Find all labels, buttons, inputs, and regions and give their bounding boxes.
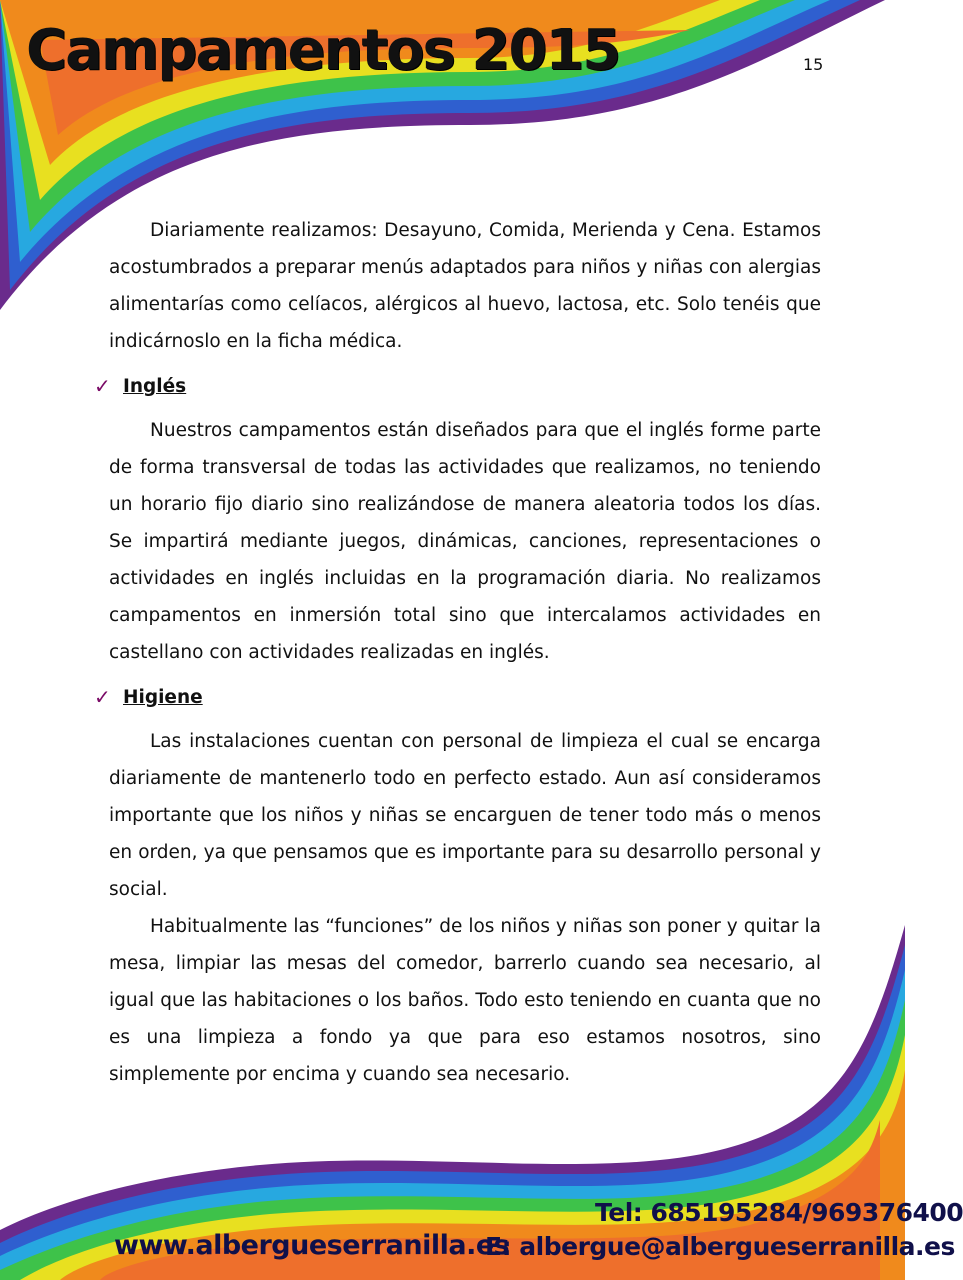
page-title: Campamentos 2015 [26,18,620,83]
check-icon: ✓ [94,685,111,709]
footer-website[interactable]: www.albergueserranilla.es [114,1230,510,1261]
intro-paragraph: Diariamente realizamos: Desayuno, Comida, Merienda y Cena. Estamos acostumbrados a preparar menús adaptados para niños y niñas con alergias alimentarías como celíacos, alérgicos al huevo, lactosa, etc. Solo tenéis que indicárnoslo en la ficha médica. [109,220,821,352]
footer-email[interactable]: E: albergue@albergueserranilla.es [485,1232,955,1261]
document-body [94,212,821,1093]
higiene-paragraph-1: Las instalaciones cuentan con personal de limpieza el cual se encarga diariamente de mantenerlo todo en perfecto estado. Aun así consideramos importante que los niños y niñas se encarguen de tener todo más o menos en orden, ya que pensamos que es importante para su desarrollo personal y social. [109,731,821,900]
footer-phone: Tel: 685195284/969376400 [595,1198,963,1227]
higiene-paragraph-2: Habitualmente las “funciones” de los niños y niñas son poner y quitar la mesa, limpiar las mesas del comedor, barrerlo cuando sea necesario, al igual que las habitaciones o los baños. Todo esto teniendo en cuanta que no es una limpieza a fondo ya que para eso estamos nosotros, sino simplemente por encima y cuando sea necesario. [109,916,821,1085]
check-icon: ✓ [94,374,111,398]
section-title: Higiene [123,687,203,708]
ingles-paragraph: Nuestros campamentos están diseñados para que el inglés forme parte de forma transversal de todas las actividades que realizamos, no teniendo un horario fijo diario sino realizándose de manera aleatoria todos los días. Se impartirá mediante juegos, dinámicas, canciones, representaciones o actividades en inglés incluidas en la programación diaria. No realizamos campamentos en inmersión total sino que intercalamos actividades en castellano con actividades realizadas en inglés. [109,420,821,663]
page-number: 15 [803,55,824,74]
section-title: Inglés [123,376,187,397]
section-heading-ingles [94,366,821,406]
section-heading-higiene [94,677,821,717]
